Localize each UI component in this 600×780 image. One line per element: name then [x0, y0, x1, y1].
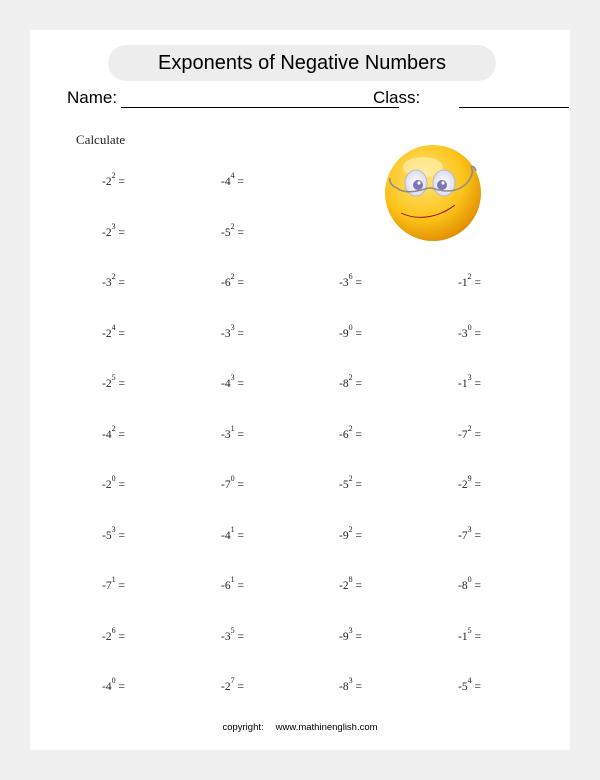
class-label: Class: — [373, 88, 421, 107]
equals-sign: = — [352, 681, 362, 693]
worksheet-page — [30, 30, 570, 750]
problem-base: -9 — [339, 327, 349, 340]
footer — [30, 722, 570, 733]
equals-sign: = — [234, 428, 244, 441]
problem-item — [339, 625, 362, 643]
problem-base: -3 — [102, 277, 112, 289]
problem-item — [102, 524, 125, 542]
problem-exponent: 7 — [230, 676, 235, 686]
problem-exponent: 1 — [111, 575, 116, 585]
problem-base: -3 — [458, 327, 468, 340]
equals-sign: = — [115, 681, 125, 693]
problem-item — [339, 322, 362, 340]
problem-base: -2 — [102, 630, 112, 643]
equals-sign: = — [234, 580, 244, 592]
problem-exponent: 5 — [111, 373, 116, 383]
problem-exponent: 4 — [230, 171, 235, 181]
equals-sign: = — [471, 580, 481, 592]
problem-item — [339, 373, 362, 390]
problem-exponent: 3 — [348, 676, 353, 686]
problem-exponent: 3 — [111, 524, 116, 534]
equals-sign: = — [352, 378, 362, 390]
problem-exponent: 3 — [467, 373, 472, 383]
equals-sign: = — [115, 378, 125, 390]
problem-item — [102, 625, 125, 643]
problem-base: -2 — [221, 681, 231, 693]
problem-exponent: 2 — [348, 423, 353, 433]
equals-sign: = — [234, 479, 244, 491]
problem-base: -7 — [458, 428, 468, 441]
problem-base: -9 — [339, 630, 349, 643]
equals-sign: = — [115, 277, 125, 289]
name-label: Name: — [67, 88, 118, 107]
equals-sign: = — [352, 630, 362, 643]
problem-base: -4 — [102, 681, 112, 693]
copyright-label: copyright: — [222, 722, 264, 733]
problem-base: -8 — [458, 580, 468, 592]
equals-sign: = — [234, 277, 244, 289]
problem-base: -9 — [339, 529, 349, 542]
equals-sign: = — [352, 529, 362, 542]
equals-sign: = — [352, 277, 362, 289]
problem-exponent: 8 — [348, 575, 353, 585]
problem-exponent: 5 — [467, 625, 472, 635]
problem-base: -6 — [339, 428, 349, 441]
problem-item — [221, 171, 244, 188]
instruction-text: Calculate — [76, 132, 126, 147]
name-blank-line — [121, 107, 399, 108]
problem-base: -5 — [458, 681, 468, 693]
problem-base: -8 — [339, 681, 349, 693]
equals-sign: = — [115, 580, 125, 592]
problem-item — [339, 575, 362, 592]
problem-exponent: 2 — [348, 474, 353, 484]
problem-base: -6 — [221, 277, 231, 289]
problem-exponent: 2 — [111, 272, 116, 282]
problem-exponent: 9 — [467, 474, 472, 484]
smiley-with-glasses-icon — [375, 145, 505, 245]
equals-sign: = — [471, 327, 481, 340]
problem-base: -5 — [102, 529, 112, 542]
problem-exponent: 2 — [348, 524, 353, 534]
problem-exponent: 1 — [230, 524, 235, 534]
equals-sign: = — [234, 327, 244, 340]
problem-exponent: 2 — [230, 272, 235, 282]
problem-exponent: 2 — [111, 423, 116, 433]
problem-base: -2 — [339, 580, 349, 592]
equals-sign: = — [115, 529, 125, 542]
problem-item — [102, 322, 125, 340]
problem-base: -4 — [102, 428, 112, 441]
problem-base: -4 — [221, 378, 231, 390]
problem-base: -7 — [458, 529, 468, 542]
equals-sign: = — [115, 428, 125, 441]
problem-base: -5 — [221, 226, 231, 239]
problem-exponent: 1 — [230, 575, 235, 585]
problem-item — [458, 474, 481, 491]
problem-base: -7 — [102, 580, 112, 592]
problem-exponent: 3 — [348, 625, 353, 635]
problem-base: -1 — [458, 277, 468, 289]
problem-base: -2 — [102, 176, 112, 188]
problem-item — [458, 575, 481, 592]
problem-base: -2 — [458, 479, 468, 491]
problem-base: -6 — [221, 580, 231, 592]
problem-exponent: 0 — [230, 474, 235, 484]
page-title: Exponents of Negative Numbers — [108, 45, 496, 81]
problem-item — [102, 171, 125, 188]
equals-sign: = — [352, 428, 362, 441]
equals-sign: = — [471, 529, 481, 542]
problem-item — [102, 221, 125, 239]
problem-exponent: 2 — [348, 373, 353, 383]
problem-exponent: 0 — [467, 575, 472, 585]
problem-item — [221, 524, 244, 542]
problem-exponent: 2 — [111, 171, 116, 181]
problem-exponent: 2 — [467, 272, 472, 282]
problem-base: -3 — [339, 277, 349, 289]
problem-base: -4 — [221, 529, 231, 542]
problem-item — [458, 625, 481, 643]
problem-base: -2 — [102, 327, 112, 340]
problem-item — [102, 423, 125, 441]
problem-item — [102, 575, 125, 592]
equals-sign: = — [352, 479, 362, 491]
problem-base: -2 — [102, 378, 112, 390]
problem-item — [102, 474, 125, 491]
problem-item — [458, 423, 481, 441]
problem-base: -3 — [221, 630, 231, 643]
problem-base: -1 — [458, 378, 468, 390]
problem-exponent: 3 — [467, 524, 472, 534]
problem-item — [221, 322, 244, 340]
problem-item — [339, 676, 362, 693]
equals-sign: = — [115, 226, 125, 239]
equals-sign: = — [352, 580, 362, 592]
equals-sign: = — [115, 176, 125, 188]
problem-exponent: 2 — [467, 423, 472, 433]
equals-sign: = — [471, 630, 481, 643]
problem-exponent: 6 — [348, 272, 353, 282]
problem-item — [458, 322, 481, 340]
problem-item — [458, 524, 481, 542]
problem-item — [458, 272, 481, 289]
problem-item — [458, 373, 481, 390]
equals-sign: = — [471, 378, 481, 390]
problem-exponent: 0 — [467, 322, 472, 332]
problem-item — [458, 676, 481, 693]
problem-exponent: 4 — [111, 322, 116, 332]
equals-sign: = — [471, 681, 481, 693]
problem-item — [221, 221, 244, 239]
problem-item — [339, 524, 362, 542]
equals-sign: = — [234, 226, 244, 239]
equals-sign: = — [234, 630, 244, 643]
class-blank-line — [459, 107, 569, 108]
equals-sign: = — [471, 479, 481, 491]
equals-sign: = — [352, 327, 362, 340]
problem-item — [102, 272, 125, 289]
problem-item — [221, 373, 244, 390]
problem-base: -8 — [339, 378, 349, 390]
problem-base: -3 — [221, 428, 231, 441]
problem-exponent: 3 — [230, 322, 235, 332]
problem-item — [102, 676, 125, 693]
equals-sign: = — [471, 277, 481, 289]
equals-sign: = — [234, 176, 244, 188]
problem-base: -4 — [221, 176, 231, 188]
equals-sign: = — [234, 378, 244, 390]
problem-base: -7 — [221, 479, 231, 491]
problem-exponent: 5 — [230, 625, 235, 635]
problem-item — [221, 676, 244, 693]
problem-base: -5 — [339, 479, 349, 491]
problem-item — [102, 373, 125, 390]
problem-item — [221, 625, 244, 643]
problem-exponent: 0 — [111, 676, 116, 686]
problem-exponent: 2 — [230, 221, 235, 231]
problem-exponent: 0 — [348, 322, 353, 332]
equals-sign: = — [234, 681, 244, 693]
problem-exponent: 3 — [230, 373, 235, 383]
equals-sign: = — [115, 327, 125, 340]
equals-sign: = — [115, 479, 125, 491]
problem-item — [339, 474, 362, 491]
equals-sign: = — [471, 428, 481, 441]
problem-item — [221, 272, 244, 289]
equals-sign: = — [115, 630, 125, 643]
problem-base: -2 — [102, 479, 112, 491]
problem-base: -2 — [102, 226, 112, 239]
problem-item — [339, 423, 362, 441]
problem-base: -1 — [458, 630, 468, 643]
problem-exponent: 4 — [467, 676, 472, 686]
problem-exponent: 0 — [111, 474, 116, 484]
problem-item — [221, 575, 244, 592]
name-class-row — [67, 88, 547, 112]
problem-exponent: 3 — [111, 221, 116, 231]
equals-sign: = — [234, 529, 244, 542]
problem-item — [221, 474, 244, 491]
website-link[interactable]: www.mathinenglish.com — [275, 722, 378, 733]
problem-exponent: 1 — [230, 423, 235, 433]
problem-item — [339, 272, 362, 289]
problem-exponent: 6 — [111, 625, 116, 635]
problem-base: -3 — [221, 327, 231, 340]
problem-item — [221, 423, 244, 441]
